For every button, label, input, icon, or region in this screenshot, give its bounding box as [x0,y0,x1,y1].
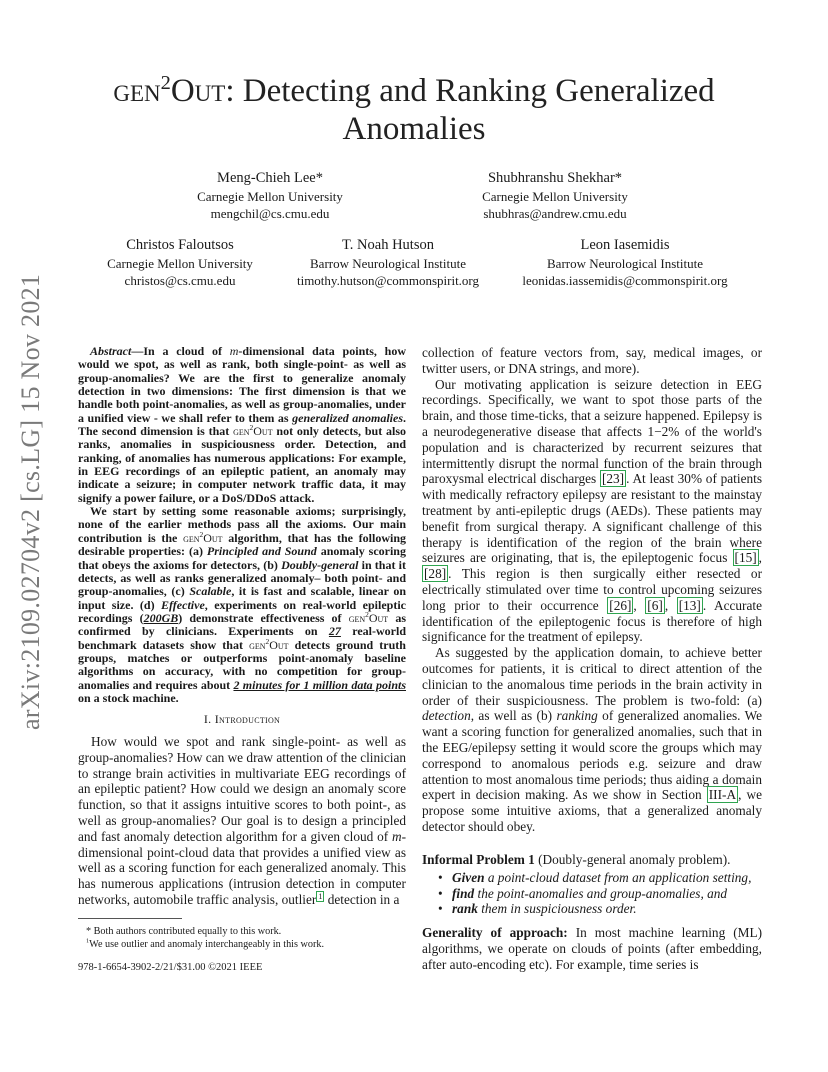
emphasis: Scalable [189,584,232,599]
right-column [422,345,762,835]
text-run: , we propose some intuitive axioms, that a generalized anomaly detector should obey. [422,787,762,834]
footnote-rule [78,918,182,919]
author-affiliation: Carnegie Mellon University [197,188,343,204]
author-name: Shubhranshu Shekhar* [487,170,623,186]
footnote-link[interactable]: 1 [318,891,323,901]
author-name: Meng-Chieh Lee* [217,170,323,186]
arxiv-identifier: arXiv:2109.02704v2 [cs.LG] 15 Nov 2021 [16,273,45,730]
text-run: them in suspiciousness order. [477,901,637,917]
problem-label: Informal Problem 1 [422,852,535,867]
method-prefix: gen [183,530,200,545]
author-affiliation: Carnegie Mellon University [482,188,628,204]
emphasis: Doubly-general [281,557,359,572]
method-suffix: Out [203,530,223,545]
method-name [249,638,289,652]
emphasis: 27 [328,624,341,639]
body-paragraph: collection of feature vectors from, say, medical images, or twitter users, or DNA strings, and more). [422,345,762,376]
title-method-sup: 2 [160,72,171,94]
emphasis: 200GB [143,610,179,625]
text-run: As suggested by the application domain, to achieve better outcomes for patients, it is critical to direct attention of the clinician to the anomalous time periods in the brain activity in order of their suspiciousness. The problem is two-fold: (a) [422,645,762,708]
author-name: Christos Faloutsos [126,237,234,253]
author-block [283,237,493,290]
author-affiliation: Carnegie Mellon University [107,255,253,271]
text-run: detects ground truth groups, matches or outperforms point-anomaly baseline algorithms on accuracy, with no competition for group-anomalies and requires about [78,637,406,692]
list-item [452,870,762,886]
author-block [505,237,745,290]
body-paragraph [422,645,762,835]
author-block [80,237,280,290]
text-run: -dimensional data points, how would we spot, as well as rank, both single-point- as well as group-anomalies? We are the first to generalize anomaly detection in two dimensions: The first dimension is that we handle both point-anomalies, as well as group-anomalies, under a unified view - we shall refer to them as [78,344,406,425]
method-sup: 2 [249,423,254,433]
citation-link[interactable]: [13] [678,597,701,613]
text-run: How would we spot and rank single-point- as well as group-anomalies? How can we draw attention of the clinician to strange brain activities in multivariate EEG recordings of an epileptic patient? How could we design an anomaly score function, so that it assigns intuitive scores to both point-, as well as group-anomalies? Our goal is to design a principled and fast anomaly detection algorithm for a given cloud of [78,734,406,844]
text-run: Our motivating application is seizure detection in EEG recordings. Specifically, we want to spot those parts of the brain, and those time-ticks, that a seizure happened. Epilepsy is a neurodegenerative disease that affects 1−2% of the world's population and is characterized by recurrent seizures that intermittently disrupt the normal function of the brain through paroxysmal electrical discharges [422,376,762,487]
text-run: on a stock machine. [78,690,179,705]
footnote-outlier [78,938,406,951]
section-title: Introduction [214,712,281,726]
footnote-equal-contribution: * Both authors contributed equally to this work. [86,926,282,937]
text-run: . Accurate identification of the epileptogenic focus is therefore of high significance for the treatment of epilepsy. [422,597,762,645]
text-run: We start by setting some reasonable axioms; surprisingly, none of the earlier methods pass all the axioms. Our main contribution is the [78,504,406,545]
text-run: , [664,597,677,613]
problem-keyword: rank [452,901,478,917]
footnote-mark: 1 [86,937,90,945]
method-suffix: Out [269,637,289,652]
author-affiliation: Barrow Neurological Institute [310,255,466,271]
body-paragraph [422,377,762,646]
text-run: the point-anomalies and group-anomalies, and [474,885,728,901]
generality-paragraph [422,925,762,972]
text-run: , [633,597,646,613]
method-sup: 2 [199,529,204,539]
paragraph-label: Generality of approach: [422,925,568,940]
emphasis: Effective [161,597,205,612]
title-method-prefix: gen [113,73,161,109]
list-item [452,886,762,902]
author-email: mengchil@cs.cmu.edu [210,206,330,221]
text-run: , experiments on real-world epileptic recordings ( [78,597,406,625]
intro-column [78,734,406,908]
text-run: In most machine learning (ML) algorithms, we operate on clouds of points (after embedding, after auto-encoding etc). For example, time series is [422,925,763,972]
text-run: . At least 30% of patients with medically refractory epilepsy are resistant to the mainstay treatment by anti-epileptic drugs (AEDs). These patients may benefit from surgical therapy. A significant challenge of this therapy is identification of the region of the brain where seizures are originating, that is, the epileptogenic focus [422,471,762,566]
list-item [452,901,762,917]
title-line1: : Detecting and Ranking Generalized [225,73,715,109]
citation-link[interactable]: [15] [734,550,757,566]
emphasis: generalized anomalies [292,410,403,425]
problem-keyword: Given [452,869,485,885]
author-affiliation: Barrow Neurological Institute [547,255,703,271]
author-name: T. Noah Hutson [342,237,434,253]
emphasis: detection [422,708,471,724]
text-run: -dimensional point-cloud data that provides a unified view as well as a scoring function for each generalized anomaly. This has numerous applications (intrusion detection in computer networks, automobile traffic analysis, outlier [78,828,406,907]
abstract-paragraph [78,505,406,705]
footnote-text: We use outlier and anomaly interchangeably in this work. [89,939,324,950]
paper-title [0,72,828,148]
problem-keyword: find [452,885,475,901]
citation-link[interactable]: [23] [601,471,625,487]
method-name [349,611,389,625]
text-run: algorithm, that has the following desirable properties: (a) [78,530,406,559]
math-m: m [229,344,239,358]
text-run: as confirmed by clinicians. Experiments on [78,610,406,639]
section-number: I. [203,712,212,726]
emphasis: ranking [556,708,598,724]
abstract-label: Abstract [90,344,132,358]
text-run: real-world benchmark datasets show that [78,624,407,652]
title-method-suffix: Out [170,73,226,109]
method-suffix: Out [253,424,273,439]
text-run: anomaly scoring that obeys the axioms for detectors, (b) [78,544,406,572]
informal-problem [422,852,762,917]
abstract-paragraph [78,345,406,505]
text-run: . The second dimension is that [78,410,406,439]
method-prefix: gen [233,424,250,439]
method-suffix: Out [368,610,389,625]
author-email: leonidas.iassemidis@commonspirit.org [522,273,728,288]
citation-link[interactable]: [28] [424,566,447,582]
method-name [233,424,273,438]
text-run: a point-cloud dataset from an application setting, [484,869,752,885]
problem-list [422,870,762,917]
author-email: christos@cs.cmu.edu [124,273,236,288]
text-run: . This region is then surgically either resected or electrically stimulated over time to control upcoming seizures long prior to their occurrence [422,566,762,613]
math-m: m [391,828,402,844]
author-name: Leon Iasemidis [580,237,670,253]
text-run: ) demonstrate effectiveness of [178,610,349,625]
author-block [445,170,665,223]
emphasis: 2 minutes for 1 million data points [233,677,406,692]
method-sup: 2 [365,609,369,619]
body-paragraph [78,734,406,908]
problem-subtitle: (Doubly-general anomaly problem). [538,852,731,867]
copyright-line: 978-1-6654-3902-2/21/$31.00 ©2021 IEEE [78,962,263,973]
text-run: , [758,550,762,566]
text-run: , as well as (b) [470,708,557,724]
method-sup: 2 [265,636,270,646]
method-name [183,531,223,545]
text-run: —In a cloud of [131,344,230,358]
section-link[interactable]: III-A [708,787,737,803]
text-run: detection in a [324,891,400,907]
author-block [170,170,370,223]
author-email: timothy.hutson@commonspirit.org [296,273,480,288]
text-run: in that it detects, as well as ranks generalized anomaly– both point- and group-anomalies, (c) [78,557,406,599]
citation-link[interactable]: [6] [647,597,663,613]
citation-link[interactable]: [26] [609,597,632,613]
section-heading [78,712,406,727]
title-line2: Anomalies [342,111,486,147]
problem-heading [422,852,762,868]
method-prefix: gen [348,610,366,625]
text-run: of generalized anomalies. We want a scoring function for generalized anomalies, such that in the EEG/epilepsy setting it would score the groups which may correspond to anomalous periods e.g. seizure and draw attention to most anomalous time periods; thus aiding a domain expert in decision making. As we show in Section [422,708,762,803]
footnotes [78,925,406,951]
emphasis: Principled and Sound [206,544,317,559]
abstract [78,345,406,705]
text-run: not only detects, but also ranks, anomalies in suspiciousness order. Detection, and ranking, of anomalies has numerous applications: For example, in EEG recordings of an epileptic patient, an anomaly may indicate a seizure; in computer network traffic data, it may signify a power failure, or a DoS/DDoS attack. [78,424,407,505]
text-run: , it is fast and scalable, linear on input size. (d) [78,584,406,612]
author-email: shubhras@andrew.cmu.edu [483,206,627,221]
method-prefix: gen [249,637,266,652]
